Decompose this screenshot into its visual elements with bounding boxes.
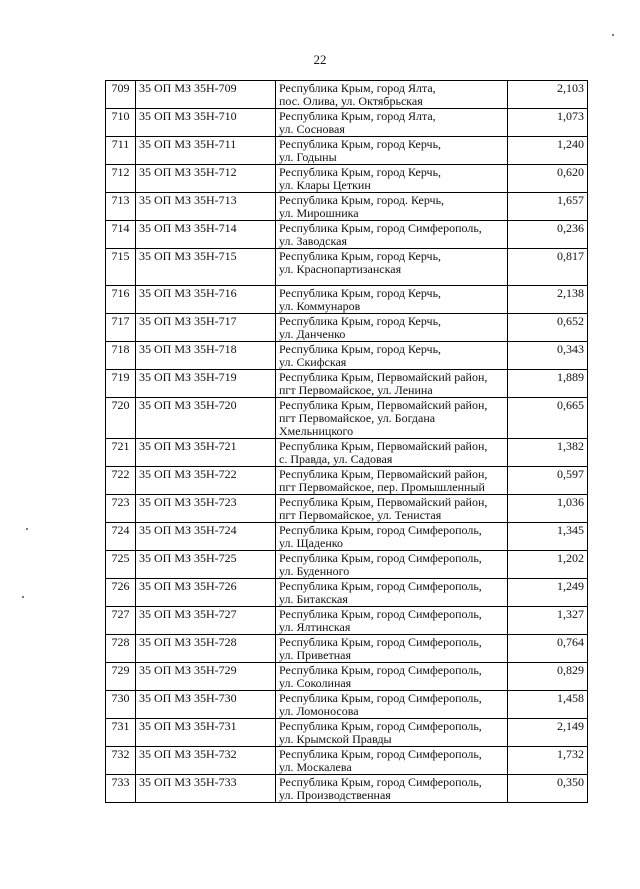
table-row [106,551,588,579]
address-line: ул. Данченко [279,327,346,341]
road-code: 35 ОП МЗ 35Н-711 [136,137,276,165]
table-row [106,691,588,719]
road-length: 1,458 [508,691,588,719]
table-row [106,249,588,286]
road-code: 35 ОП МЗ 35Н-714 [136,221,276,249]
road-code: 35 ОП МЗ 35Н-713 [136,193,276,221]
road-length: 0,350 [508,775,588,803]
road-address [276,579,508,607]
address-line: Республика Крым, город Керчь, [279,342,442,356]
table-row [106,286,588,314]
road-length: 0,829 [508,663,588,691]
road-length: 0,665 [508,398,588,439]
address-line: Республика Крым, город Симферополь, [279,221,482,235]
address-line: Республика Крым, город Керчь, [279,137,442,151]
address-line: Республика Крым, Первомайский район, [279,467,488,481]
road-code: 35 ОП МЗ 35Н-727 [136,607,276,635]
road-length: 0,236 [508,221,588,249]
row-number: 717 [106,314,136,342]
road-length: 1,345 [508,523,588,551]
address-line: пгт Первомайское, пер. Промышленный [279,480,485,494]
address-line: Республика Крым, город Симферополь, [279,747,482,761]
address-line: Республика Крым, Первомайский район, [279,370,488,384]
table-row [106,109,588,137]
road-code: 35 ОП МЗ 35Н-724 [136,523,276,551]
address-line: ул. Годыны [279,150,337,164]
row-number: 726 [106,579,136,607]
table-row [106,607,588,635]
road-length: 0,817 [508,249,588,286]
road-code: 35 ОП МЗ 35Н-733 [136,775,276,803]
address-line: Республика Крым, город Керчь, [279,314,442,328]
table-row [106,137,588,165]
road-length: 1,036 [508,495,588,523]
address-line: ул. Коммунаров [279,299,361,313]
address-line: ул. Битакская [279,592,348,606]
address-line: Республика Крым, город Симферополь, [279,775,482,789]
table-row [106,523,588,551]
road-code: 35 ОП МЗ 35Н-723 [136,495,276,523]
road-code: 35 ОП МЗ 35Н-725 [136,551,276,579]
row-number: 711 [106,137,136,165]
address-line: ул. Скифская [279,355,347,369]
address-line: ул. Краснопартизанская [279,262,402,276]
address-line: пос. Олива, ул. Октябрьская [279,94,423,108]
road-code: 35 ОП МЗ 35Н-709 [136,81,276,109]
address-line: Республика Крым, Первомайский район, [279,495,488,509]
table-row [106,81,588,109]
road-address [276,439,508,467]
table-row [106,342,588,370]
road-code: 35 ОП МЗ 35Н-720 [136,398,276,439]
address-line: Республика Крым, город. Керчь, [279,193,445,207]
road-address [276,398,508,439]
address-line: Республика Крым, город Симферополь, [279,719,482,733]
address-line: Республика Крым, город Ялта, [279,81,436,95]
address-line: ул. Клары Цеткин [279,178,371,192]
table-row [106,747,588,775]
road-address [276,495,508,523]
road-length: 2,103 [508,81,588,109]
table-row [106,439,588,467]
address-line: ул. Буденного [279,564,350,578]
row-number: 729 [106,663,136,691]
road-address [276,342,508,370]
road-address [276,551,508,579]
address-line: Республика Крым, город Симферополь, [279,607,482,621]
table-row [106,663,588,691]
address-line: пгт Первомайское, ул. Богдана [279,411,436,425]
table-row [106,398,588,439]
road-address [276,719,508,747]
address-line: ул. Москалева [279,760,352,774]
address-line: Республика Крым, город Симферополь, [279,691,482,705]
road-length: 1,889 [508,370,588,398]
road-code: 35 ОП МЗ 35Н-715 [136,249,276,286]
road-length: 0,764 [508,635,588,663]
road-length: 0,652 [508,314,588,342]
row-number: 730 [106,691,136,719]
row-number: 710 [106,109,136,137]
address-line: Республика Крым, город Керчь, [279,286,442,300]
address-line: Республика Крым, Первомайский район, [279,398,488,412]
road-length: 1,382 [508,439,588,467]
scan-speck [612,34,614,36]
road-address [276,221,508,249]
row-number: 722 [106,467,136,495]
table-row [106,370,588,398]
scan-speck [26,528,28,530]
address-line: с. Правда, ул. Садовая [279,452,393,466]
road-list-table [105,80,588,803]
address-line: Республика Крым, город Симферополь, [279,523,482,537]
road-length: 1,073 [508,109,588,137]
table-row [106,495,588,523]
road-address [276,775,508,803]
table-row [106,719,588,747]
road-code: 35 ОП МЗ 35Н-732 [136,747,276,775]
address-line: ул. Производственная [279,788,391,802]
road-code: 35 ОП МЗ 35Н-710 [136,109,276,137]
road-address [276,747,508,775]
address-line: Республика Крым, город Симферополь, [279,663,482,677]
road-code: 35 ОП МЗ 35Н-730 [136,691,276,719]
road-code: 35 ОП МЗ 35Н-729 [136,663,276,691]
row-number: 728 [106,635,136,663]
address-line: ул. Сосновая [279,122,345,136]
table-body [106,81,588,803]
road-length: 0,620 [508,165,588,193]
road-length: 1,327 [508,607,588,635]
road-code: 35 ОП МЗ 35Н-731 [136,719,276,747]
row-number: 732 [106,747,136,775]
road-code: 35 ОП МЗ 35Н-726 [136,579,276,607]
address-line: ул. Соколиная [279,676,352,690]
address-line: Республика Крым, город Симферополь, [279,579,482,593]
address-line: Республика Крым, город Симферополь, [279,551,482,565]
road-code: 35 ОП МЗ 35Н-719 [136,370,276,398]
table-row [106,775,588,803]
row-number: 713 [106,193,136,221]
row-number: 720 [106,398,136,439]
road-address [276,635,508,663]
row-number: 712 [106,165,136,193]
row-number: 716 [106,286,136,314]
road-code: 35 ОП МЗ 35Н-728 [136,635,276,663]
address-line: Хмельницкого [279,424,354,438]
road-address [276,314,508,342]
table-row [106,635,588,663]
road-address [276,193,508,221]
address-line: пгт Первомайское, ул. Тенистая [279,508,442,522]
road-length: 1,249 [508,579,588,607]
road-address [276,467,508,495]
row-number: 724 [106,523,136,551]
address-line: Республика Крым, Первомайский район, [279,439,488,453]
row-number: 727 [106,607,136,635]
row-number: 709 [106,81,136,109]
road-address [276,691,508,719]
road-code: 35 ОП МЗ 35Н-717 [136,314,276,342]
row-number: 715 [106,249,136,286]
table-row [106,193,588,221]
road-code: 35 ОП МЗ 35Н-718 [136,342,276,370]
row-number: 731 [106,719,136,747]
row-number: 733 [106,775,136,803]
road-address [276,81,508,109]
road-code: 35 ОП МЗ 35Н-721 [136,439,276,467]
address-line: Республика Крым, город Керчь, [279,249,442,263]
row-number: 725 [106,551,136,579]
address-line: ул. Ялтинская [279,620,351,634]
road-address [276,286,508,314]
address-line: ул. Заводская [279,234,347,248]
road-length: 1,732 [508,747,588,775]
road-length: 2,149 [508,719,588,747]
row-number: 721 [106,439,136,467]
road-length: 1,657 [508,193,588,221]
row-number: 718 [106,342,136,370]
table-row [106,467,588,495]
table-row [106,579,588,607]
table-row [106,165,588,193]
address-line: ул. Ломоносова [279,704,359,718]
address-line: ул. Крымской Правды [279,732,392,746]
row-number: 714 [106,221,136,249]
road-length: 0,597 [508,467,588,495]
road-address [276,523,508,551]
road-address [276,607,508,635]
address-line: ул. Мирошника [279,206,359,220]
road-address [276,249,508,286]
address-line: Республика Крым, город Ялта, [279,109,436,123]
road-length: 2,138 [508,286,588,314]
road-code: 35 ОП МЗ 35Н-712 [136,165,276,193]
road-code: 35 ОП МЗ 35Н-722 [136,467,276,495]
scan-speck [22,596,24,598]
address-line: ул. Приветная [279,648,351,662]
page-number: 22 [313,52,327,67]
road-address [276,370,508,398]
road-length: 1,202 [508,551,588,579]
road-code: 35 ОП МЗ 35Н-716 [136,286,276,314]
road-length: 1,240 [508,137,588,165]
address-line: Республика Крым, город Керчь, [279,165,442,179]
row-number: 723 [106,495,136,523]
address-line: Республика Крым, город Симферополь, [279,635,482,649]
table-row [106,221,588,249]
row-number: 719 [106,370,136,398]
road-address [276,663,508,691]
address-line: ул. Щаденко [279,536,343,550]
road-length: 0,343 [508,342,588,370]
address-line: пгт Первомайское, ул. Ленина [279,383,433,397]
road-address [276,109,508,137]
road-address [276,137,508,165]
road-address [276,165,508,193]
table-row [106,314,588,342]
